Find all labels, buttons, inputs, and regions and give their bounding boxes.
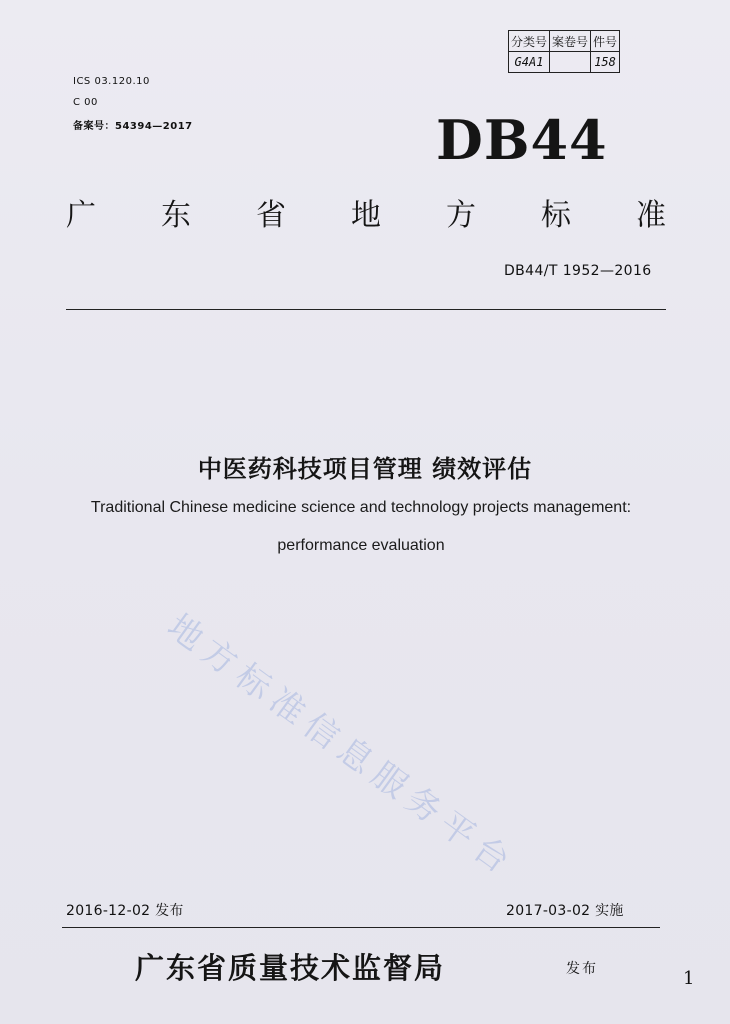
file-number-label: 案卷号 xyxy=(550,31,591,52)
page-number: 1 xyxy=(683,968,695,989)
title-english-line2: performance evaluation xyxy=(277,537,445,554)
release-date: 2016-12-02 发布 xyxy=(66,903,184,919)
ccs-code: C 00 xyxy=(73,97,98,108)
footer-divider xyxy=(62,927,660,928)
file-number-value xyxy=(550,52,591,73)
watermark: 地方标准信息服务平台 xyxy=(159,606,524,886)
title-english-line1: Traditional Chinese medicine science and technology projects management: xyxy=(90,499,632,516)
standard-type-char: 标 xyxy=(541,198,571,233)
db44-logo: DB44 xyxy=(436,108,608,172)
standard-type-char: 地 xyxy=(351,198,381,233)
ics-code: ICS 03.120.10 xyxy=(73,76,150,87)
title-chinese: 中医药科技项目管理 绩效评估 xyxy=(197,455,533,483)
classification-value: G4A1 xyxy=(509,52,550,73)
standard-type-char: 东 xyxy=(161,198,191,233)
item-number-label: 件号 xyxy=(591,31,620,52)
issuing-authority: 广东省质量技术监督局 xyxy=(135,951,446,985)
item-number-value: 158 xyxy=(591,52,620,73)
classification-label: 分类号 xyxy=(509,31,550,52)
implementation-date: 2017-03-02 实施 xyxy=(506,903,624,919)
record-number: 备案号：54394—2017 xyxy=(73,121,193,132)
standard-type-char: 省 xyxy=(256,198,286,233)
header-divider xyxy=(66,309,666,310)
standard-type-char: 方 xyxy=(446,198,476,233)
archive-index-box xyxy=(508,30,620,73)
standard-type-char: 广 xyxy=(66,198,96,233)
standard-type-heading xyxy=(66,190,666,234)
standard-type-char: 准 xyxy=(636,198,666,233)
issue-label: 发布 xyxy=(566,961,598,977)
standard-code: DB44/T 1952—2016 xyxy=(504,263,652,279)
